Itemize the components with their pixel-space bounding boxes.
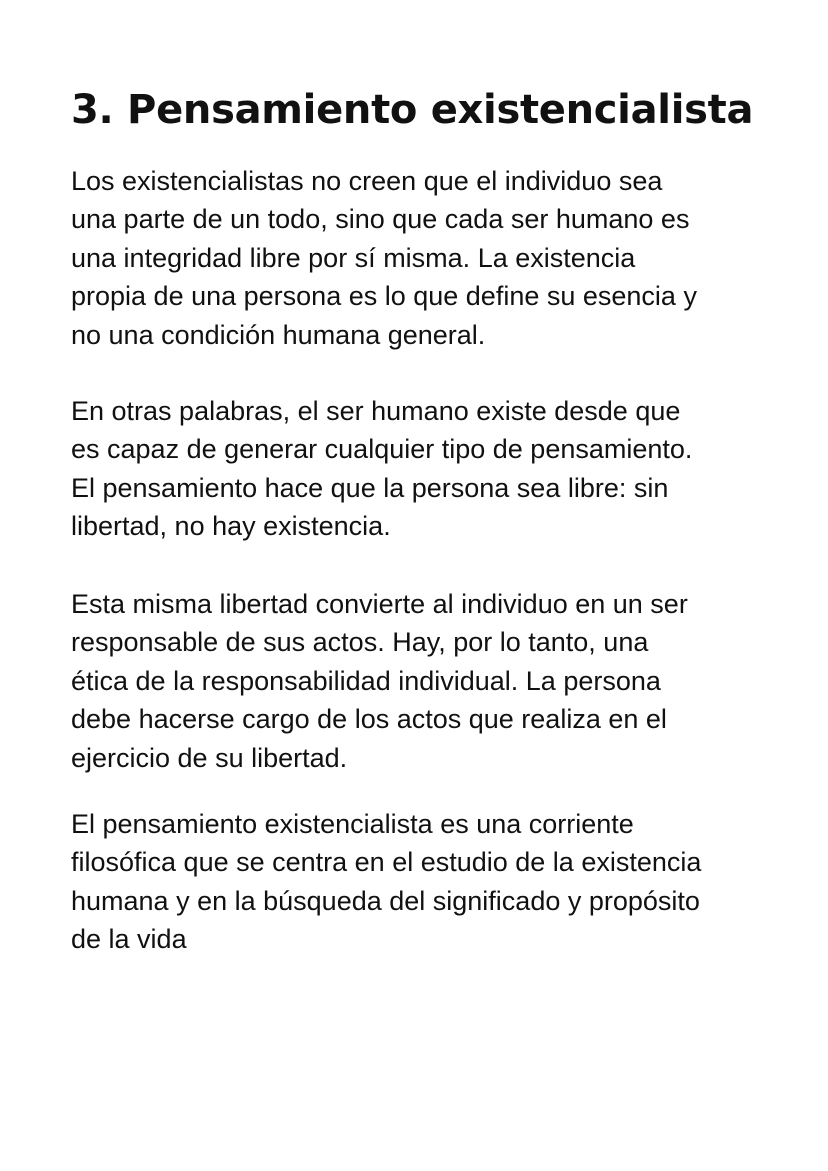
paragraph-3 — [71, 585, 761, 777]
paragraph-line: ética de la responsabilidad individual. La persona — [71, 665, 661, 696]
paragraph-line: libertad, no hay existencia. — [71, 511, 391, 542]
paragraph-line: El pensamiento hace que la persona sea libre: sin — [71, 472, 669, 503]
paragraph-line: no una condición humana general. — [71, 319, 486, 350]
paragraph-line: de la vida — [71, 924, 187, 955]
page-title: 3. Pensamiento existencialista — [71, 87, 754, 133]
paragraph-line: En otras palabras, el ser humano existe desde que — [71, 396, 681, 426]
paragraph-4 — [71, 805, 761, 959]
paragraph-line: propia de una persona es lo que define su esencia y — [71, 281, 697, 312]
paragraph-1 — [71, 162, 761, 354]
paragraph-line: ejercicio de su libertad. — [71, 742, 348, 773]
paragraph-line: es capaz de generar cualquier tipo de pensamiento. — [71, 434, 693, 465]
paragraph-2 — [71, 392, 761, 546]
paragraph-line: filosófica que se centra en el estudio de la existencia — [71, 847, 702, 878]
paragraph-line: El pensamiento existencialista es una corriente — [71, 809, 634, 839]
paragraph-line: Los existencialistas no creen que el individuo sea — [71, 166, 663, 196]
paragraph-line: debe hacerse cargo de los actos que realiza en el — [71, 704, 667, 735]
paragraph-line: una parte de un todo, sino que cada ser humano es — [71, 204, 690, 235]
paragraph-line: Esta misma libertad convierte al individuo en un ser — [71, 589, 688, 619]
paragraph-line: responsable de sus actos. Hay, por lo tanto, una — [71, 627, 649, 658]
paragraph-line: una integridad libre por sí misma. La existencia — [71, 242, 636, 273]
paragraph-line: humana y en la búsqueda del significado y propósito — [71, 885, 700, 916]
